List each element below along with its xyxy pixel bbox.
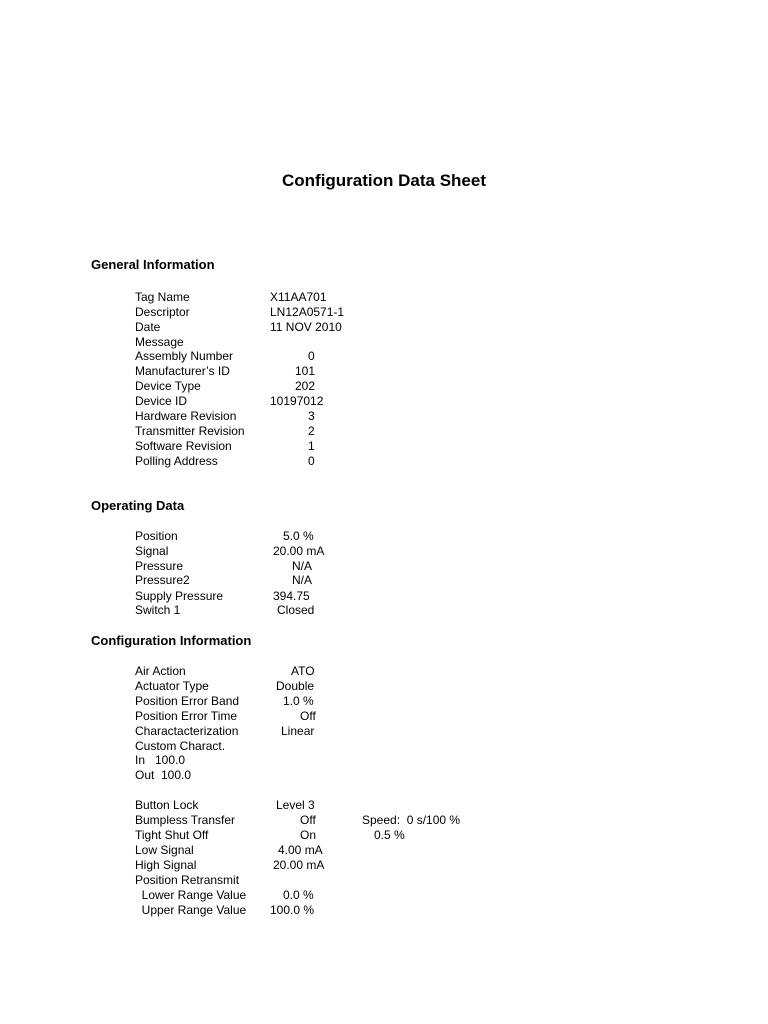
field-label: Date — [135, 320, 161, 334]
field-label: Software Revision — [135, 439, 232, 453]
field-value: X11AA701 — [270, 290, 327, 304]
field-label: Device Type — [135, 379, 201, 393]
field-value: 10197012 — [270, 394, 324, 408]
general-information-heading: General Information — [91, 257, 215, 272]
field-label: Button Lock — [135, 798, 199, 812]
field-label: Pressure2 — [135, 573, 190, 587]
field-label: Position Retransmit — [135, 873, 240, 887]
field-label: Supply Pressure — [135, 589, 224, 603]
page-title: Configuration Data Sheet — [281, 171, 486, 190]
field-value: 0.0 % — [283, 888, 314, 902]
field-label: Switch 1 — [135, 603, 181, 617]
field-extra: Speed: 0 s/100 % — [362, 813, 461, 827]
field-value: Level 3 — [276, 798, 315, 812]
field-value: 5.0 % — [283, 529, 314, 543]
field-value: On — [300, 828, 317, 842]
field-value: 11 NOV 2010 — [270, 320, 342, 334]
field-label: Low Signal — [135, 843, 194, 857]
field-label: Polling Address — [135, 454, 218, 468]
field-label: Actuator Type — [135, 679, 209, 693]
field-value: ATO — [291, 664, 315, 678]
field-value: 101 — [295, 364, 316, 378]
field-label: Hardware Revision — [135, 409, 237, 423]
field-label: In 100.0 — [135, 753, 186, 767]
field-label: Assembly Number — [135, 349, 234, 363]
field-value: Off — [300, 709, 316, 723]
field-value: 394.75 — [273, 589, 310, 603]
field-label: Upper Range Value — [135, 903, 247, 917]
field-label: Lower Range Value — [135, 888, 247, 902]
field-label: Custom Charact. — [135, 739, 226, 753]
field-label: High Signal — [135, 858, 197, 872]
field-label: Message — [135, 335, 184, 349]
field-value: 1.0 % — [283, 694, 314, 708]
field-value: N/A — [292, 559, 313, 573]
field-label: Position Error Time — [135, 709, 238, 723]
configuration-information-heading: Configuration Information — [91, 633, 252, 648]
field-label: Manufacturer’s ID — [135, 364, 230, 378]
field-value: 4.00 mA — [278, 843, 323, 857]
field-label: Bumpless Transfer — [135, 813, 236, 827]
field-value: 20.00 mA — [273, 858, 325, 872]
field-value: Off — [300, 813, 316, 827]
field-value: Closed — [277, 603, 315, 617]
field-label: Tag Name — [135, 290, 190, 304]
field-label: Transmitter Revision — [135, 424, 245, 438]
operating-data-heading: Operating Data — [91, 498, 185, 513]
field-label: Position Error Band — [135, 694, 240, 708]
field-value: Double — [276, 679, 315, 693]
field-value: 20.00 mA — [273, 544, 325, 558]
field-label: Device ID — [135, 394, 188, 408]
field-label: Charactacterization — [135, 724, 239, 738]
field-extra: 0.5 % — [374, 828, 405, 842]
field-value: 100.0 % — [270, 903, 315, 917]
field-label: Descriptor — [135, 305, 190, 319]
field-value: LN12A0571-1 — [270, 305, 345, 319]
field-value: 3 — [308, 409, 315, 423]
field-label: Position — [135, 529, 178, 543]
field-value: 0 — [308, 454, 315, 468]
field-label: Tight Shut Off — [135, 828, 209, 842]
field-value: N/A — [292, 573, 313, 587]
field-value: 2 — [308, 424, 315, 438]
field-value: Linear — [281, 724, 315, 738]
field-value: 0 — [308, 349, 315, 363]
field-value: 1 — [308, 439, 315, 453]
field-label: Signal — [135, 544, 169, 558]
field-label: Air Action — [135, 664, 186, 678]
field-label: Pressure — [135, 559, 184, 573]
field-value: 202 — [295, 379, 316, 393]
field-label: Out 100.0 — [135, 768, 192, 782]
